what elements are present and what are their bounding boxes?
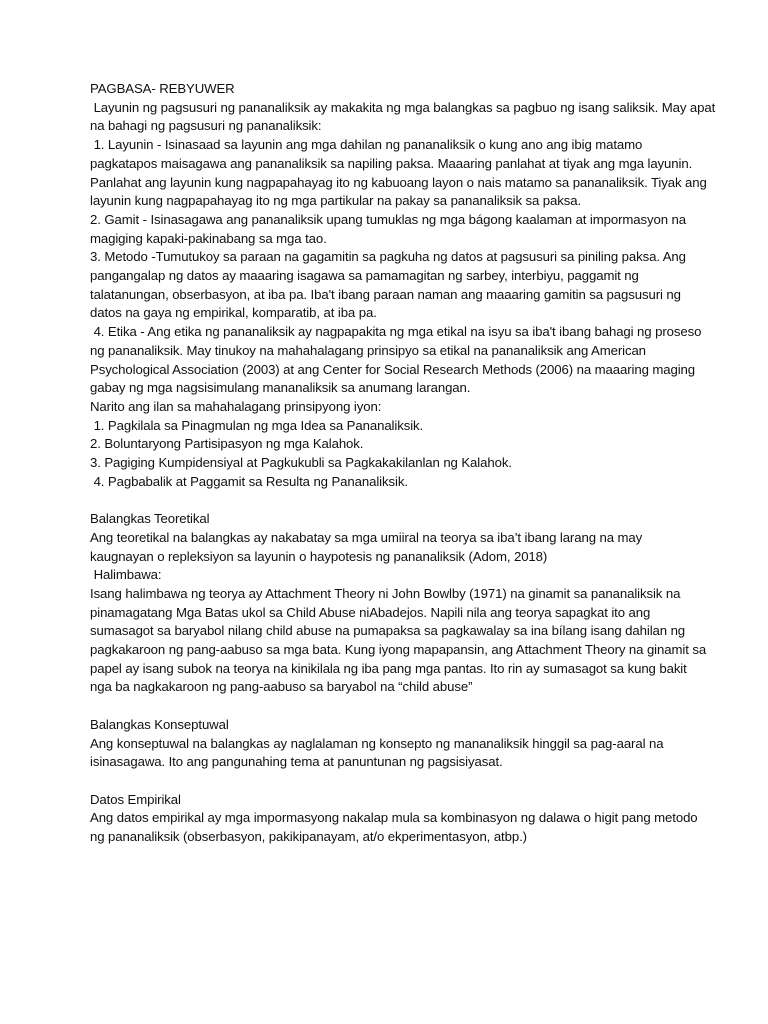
konseptuwal-line: isinasagawa. Ito ang pangunahing tema at panuntunan ng pagsisiyasat. <box>90 754 503 770</box>
metodo-line: pangangalap ng datos ay maaaring isagawa sa pamamagitan ng sarbey, interbiyu, paggamit ng <box>90 268 639 284</box>
etika-line: 4. Etika - Ang etika ng pananaliksik ay nagpapakita ng mga etikal na isyu sa iba't ibang bahagi ng proseso <box>90 324 702 340</box>
metodo-line: 3. Metodo -Tumutukoy sa paraan na gagamitin sa pagkuha ng datos at pagsusuri sa piniling paksa. Ang <box>90 249 686 265</box>
gamit-line: magiging kapaki-pakinabang sa mga tao. <box>90 230 327 246</box>
metodo-line: datos na gaya ng empirikal, komparatib, at iba pa. <box>90 305 377 321</box>
paragraph-gap <box>90 772 688 791</box>
document-title: PAGBASA- REBYUWER <box>90 81 235 96</box>
intro-line: Layunin ng pagsusuri ng pananaliksik ay makakita ng mga balangkas sa pagbuo ng isang saliksik. May apat <box>90 99 716 115</box>
paragraph-gap <box>90 491 688 510</box>
prinsipyo-intro: Narito ang ilan sa mahahalagang prinsipyong iyon: <box>90 398 382 414</box>
layunin-line: 1. Layunin - Isinasaad sa layunin ang mga dahilan ng pananaliksik o kung ano ang ibig matamo <box>90 137 643 153</box>
prinsipyo-item: 3. Pagiging Kumpidensiyal at Pagkukubli sa Pagkakakilanlan ng Kalahok. <box>90 455 512 471</box>
prinsipyo-item: 1. Pagkilala sa Pinagmulan ng mga Idea sa Pananaliksik. <box>90 417 424 433</box>
empirikal-line: Ang datos empirikal ay mga impormasyong nakalap mula sa kombinasyon ng dalawa o higit pang metodo <box>90 810 698 826</box>
etika-line: ng pananaliksik. May tinukoy na mahahalagang prinsipyo sa etikal na pananaliksik ang American <box>90 342 646 358</box>
teoretikal-line: Ang teoretikal na balangkas ay nakabatay sa mga umiiral na teorya sa iba’t ibang larang na may <box>90 529 643 545</box>
teoretikal-line: kaugnayan o repleksiyon sa layunin o haypotesis ng pananaliksik (Adom, 2018) <box>90 548 548 564</box>
halimbawa-line: nga ba nagkakaroon ng pang-aabuso sa baryabol na “child abuse” <box>90 679 473 695</box>
halimbawa-label: Halimbawa: <box>90 567 162 583</box>
halimbawa-line: pagkakaroon ng pang-aabuso sa mga bata. Kung iyong mapapansin, ang Attachment Theory na ginamit sa <box>90 642 707 658</box>
paragraph-gap <box>90 697 688 716</box>
halimbawa-line: Isang halimbawa ng teorya ay Attachment Theory ni John Bowlby (1971) na ginamit sa pananaliksik na <box>90 585 681 601</box>
section-heading-empirikal: Datos Empirikal <box>90 791 181 807</box>
section-heading-teoretikal: Balangkas Teoretikal <box>90 511 210 527</box>
prinsipyo-item: 4. Pagbabalik at Paggamit sa Resulta ng Pananaliksik. <box>90 473 408 489</box>
konseptuwal-line: Ang konseptuwal na balangkas ay naglalaman ng konsepto ng mananaliksik hinggil sa pag-aaral na <box>90 735 664 751</box>
section-heading-konseptuwal: Balangkas Konseptuwal <box>90 716 229 732</box>
prinsipyo-item: 2. Boluntaryong Partisipasyon ng mga Kalahok. <box>90 436 364 452</box>
halimbawa-line: papel ay isang subok na teorya na kinikilala ng iba pang mga pantas. Ito rin ay sumasagot sa kung bakit <box>90 660 687 676</box>
etika-line: gabay ng mga nagsisimulang mananaliksik sa anumang larangan. <box>90 380 471 396</box>
intro-line: na bahagi ng pagsusuri ng pananaliksik: <box>90 118 322 134</box>
layunin-line: layunin kung nagpapahayag ito ng mga partikular na pakay sa pananaliksik sa paksa. <box>90 193 582 209</box>
gamit-line: 2. Gamit - Isinasagawa ang pananaliksik upang tumuklas ng mga bágong kaalaman at impormasyon na <box>90 211 687 227</box>
halimbawa-line: pinamagatang Mga Batas ukol sa Child Abuse niAbadejos. Napili nila ang teorya sapagkat ito ang <box>90 604 651 620</box>
layunin-line: pagkatapos maisagawa ang pananaliksik sa napiling paksa. Maaaring panlahat at tiyak ang mga layunin. <box>90 155 693 171</box>
halimbawa-line: sumasagot sa baryabol nilang child abuse na pumapaksa sa pagkawalay sa ina bílang isang dahilan ng <box>90 623 686 639</box>
etika-line: Psychological Association (2003) at ang Center for Social Research Methods (2006) na maaaring maging <box>90 361 696 377</box>
empirikal-line: ng pananaliksik (obserbasyon, pakikipanayam, at/o ekperimentasyon, atbp.) <box>90 829 527 845</box>
metodo-line: talatanungan, obserbasyon, at iba pa. Iba't ibang paraan naman ang maaaring gamitin sa pagsusuri ng <box>90 286 681 302</box>
layunin-line: Panlahat ang layunin kung nagpapahayag ito ng kabuoang layon o nais matamo sa pananaliksik. Tiyak ang <box>90 174 707 190</box>
